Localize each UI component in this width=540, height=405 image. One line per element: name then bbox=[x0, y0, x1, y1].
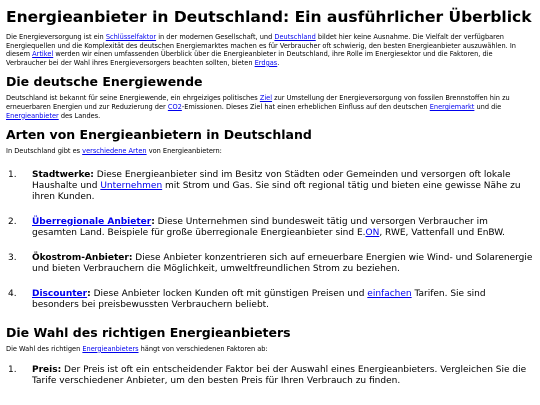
list-term bbox=[32, 289, 91, 299]
text: Deutschland ist bekannt für seine Energiewende, ein ehrgeiziges politisches bbox=[6, 94, 260, 103]
text: des Landes. bbox=[58, 111, 101, 120]
link-artikel[interactable]: Artikel bbox=[32, 50, 54, 59]
link-ziel[interactable]: Ziel bbox=[259, 94, 273, 103]
text: -Emissionen. Dieses Ziel hat einen erheblichen Einfluss auf den deutschen bbox=[181, 102, 430, 111]
arten-list bbox=[6, 170, 534, 311]
link-verschiedene-arten[interactable]: verschiedene Arten bbox=[82, 147, 147, 156]
link-energieanbieters[interactable]: Energieanbieters bbox=[82, 344, 139, 353]
arten-intro bbox=[6, 147, 534, 156]
text: und die bbox=[474, 102, 502, 111]
link-deutschland[interactable]: Deutschland bbox=[274, 33, 316, 41]
energiewende-paragraph bbox=[6, 94, 534, 120]
text: : bbox=[87, 288, 91, 299]
list-item bbox=[6, 170, 534, 203]
text: Diese Energieanbieter sind im Besitz von Städten oder Gemeinden und versorgen oft lokale Haushalte und bbox=[32, 169, 511, 191]
heading-energiewende: Die deutsche Energiewende bbox=[6, 74, 203, 90]
text: Der Preis ist oft ein entscheidender Faktor bei der Auswahl eines Energieanbieters. Vergleichen Sie die Tarife verschiedener Anbieter, um den besten Preis für Ihren Verbrauch zu finden. bbox=[32, 365, 527, 387]
heading-arten: Arten von Energieanbietern in Deutschland bbox=[6, 127, 312, 143]
list-term: Stadtwerke: bbox=[32, 169, 94, 180]
intro-paragraph bbox=[6, 33, 534, 67]
link-unternehmen[interactable]: Unternehmen bbox=[100, 180, 163, 191]
link-energieanbieter[interactable]: Energieanbieter bbox=[6, 111, 59, 120]
wahl-intro bbox=[6, 345, 534, 354]
link-discounter[interactable]: Discounter bbox=[32, 288, 88, 299]
list-number: 1. bbox=[8, 365, 17, 376]
link-on[interactable]: ON bbox=[365, 227, 380, 238]
text: In Deutschland gibt es bbox=[6, 147, 83, 156]
list-number: 2. bbox=[8, 216, 17, 227]
text: Tarifen. Sie sind besonders bei preisbewussten Verbrauchern beliebt. bbox=[32, 288, 486, 310]
text: bildet hier keine Ausnahme. Die Vielfalt der verfügbaren Energiequellen und die Komplexität des deutschen Energiemarktes machen es für Verbraucher oft schwierig, den besten Energieanbieter auszuwählen. In diesem bbox=[6, 33, 516, 59]
link-erdgas[interactable]: Erdgas bbox=[254, 58, 278, 67]
list-term bbox=[32, 217, 155, 227]
link-co2[interactable]: CO2 bbox=[167, 102, 182, 111]
list-item bbox=[6, 365, 534, 387]
link-ueberregionale-anbieter[interactable]: Überregionale Anbieter bbox=[32, 216, 152, 227]
link-schluesselfaktor[interactable]: Schlüsselfaktor bbox=[105, 33, 157, 41]
list-item bbox=[6, 289, 534, 311]
list-item bbox=[6, 217, 534, 239]
wahl-list bbox=[6, 365, 534, 387]
text: , RWE, Vattenfall und EnBW. bbox=[379, 227, 506, 238]
text: . bbox=[277, 58, 280, 67]
list-number: 3. bbox=[8, 252, 17, 263]
list-term: Preis: bbox=[32, 365, 62, 376]
text: Die Energieversorgung ist ein bbox=[6, 33, 106, 41]
text: hängt von verschiedenen Faktoren ab: bbox=[138, 344, 268, 353]
text: mit Strom und Gas. Sie sind oft regional tätig und bieten eine gewisse Nähe zu ihren Kunden. bbox=[32, 180, 521, 202]
link-einfachen[interactable]: einfachen bbox=[367, 288, 412, 299]
text: Die Wahl des richtigen bbox=[6, 344, 83, 353]
text: Diese Unternehmen sind bundesweit tätig und versorgen Verbraucher im gesamten Land. Beispiele für große überregionale Energieanbieter sind E. bbox=[32, 216, 488, 238]
text: von Energieanbietern: bbox=[146, 147, 222, 156]
text: werden wir einen umfassenden Überblick über die Energieanbieter in Deutschland, ihre Rolle im Energiesektor und die Faktoren, die Verbraucher bei der Wahl ihres Energieversorgers beachten sollten, bieten bbox=[6, 50, 493, 67]
heading-wahl: Die Wahl des richtigen Energieanbieters bbox=[6, 324, 291, 340]
text: zur Umstellung der Energieversorgung von fossilen Brennstoffen hin zu erneuerbaren Energien und zur Reduzierung der bbox=[6, 94, 510, 111]
list-number: 1. bbox=[8, 169, 17, 180]
list-item bbox=[6, 253, 534, 275]
link-energiemarkt[interactable]: Energiemarkt bbox=[429, 102, 475, 111]
list-number: 4. bbox=[8, 288, 17, 299]
text: Diese Anbieter konzentrieren sich auf erneuerbare Energien wie Wind- und Solarenergie und bieten Verbrauchern die Möglichkeit, umweltfreundlichen Strom zu beziehen. bbox=[32, 252, 533, 274]
text: Diese Anbieter locken Kunden oft mit günstigen Preisen und bbox=[90, 288, 368, 299]
page-title: Energieanbieter in Deutschland: Ein ausführlicher Überblick bbox=[6, 8, 532, 26]
text: in der modernen Gesellschaft, und bbox=[156, 33, 275, 41]
text: : bbox=[151, 216, 155, 227]
list-term: Ökostrom-Anbieter: bbox=[32, 252, 133, 263]
